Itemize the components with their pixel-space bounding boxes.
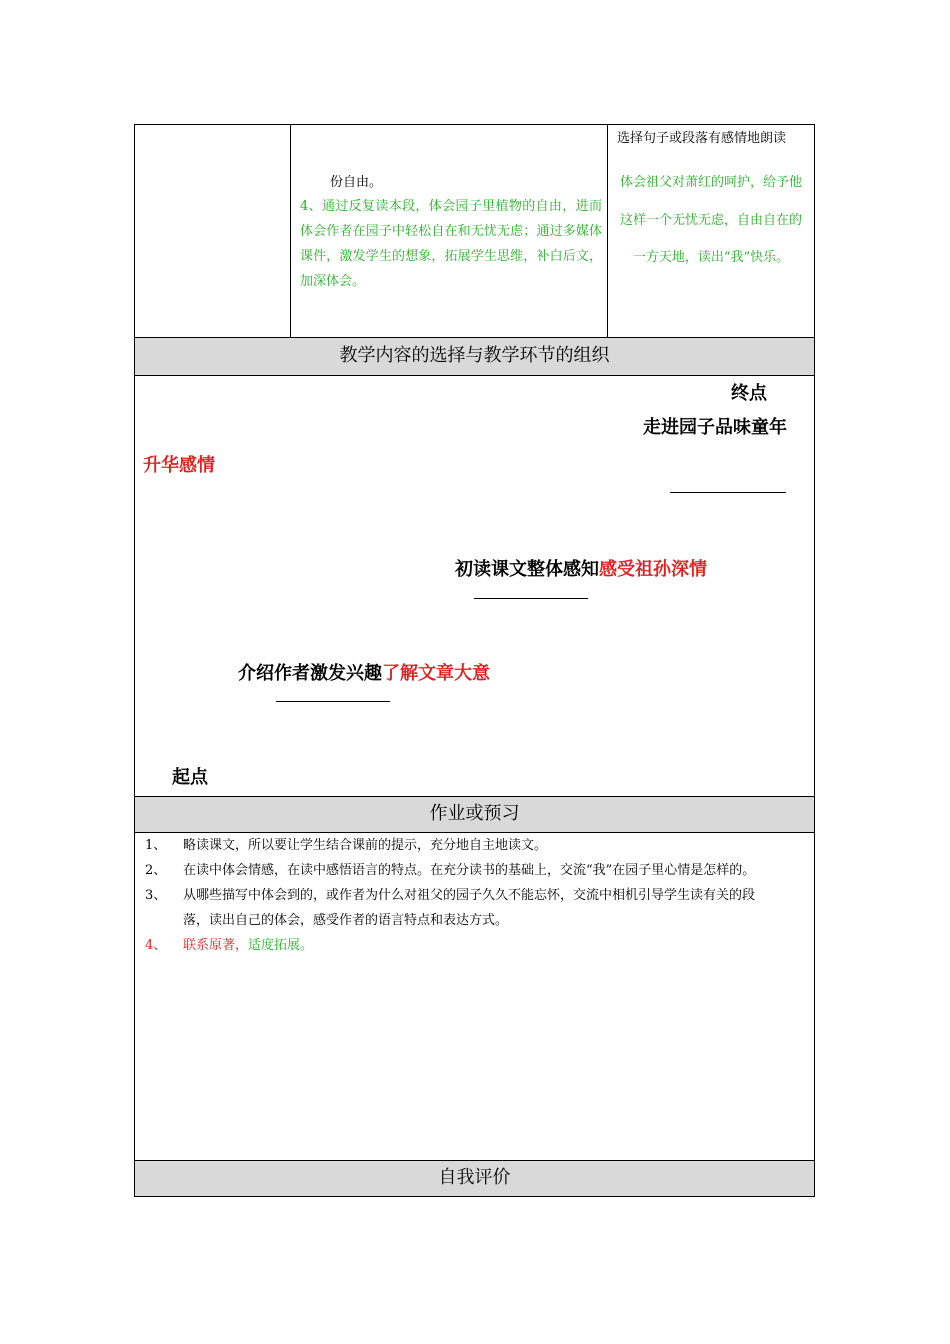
step-line-1	[276, 701, 390, 702]
step1-red: 了解文章大意	[382, 663, 490, 684]
rule	[134, 375, 815, 376]
step2-text	[455, 555, 707, 581]
column-divider-1	[290, 124, 291, 337]
right-cell-green-text: 体会祖父对萧红的呵护，给予他这样一个无忧无虑，自由自在的一方天地，读出“我”快乐。	[619, 175, 802, 265]
end-label: 终点	[731, 383, 767, 404]
homework-item: 4、 联系原著，适度拓展。	[145, 938, 314, 953]
middle-cell-line1: 份自由。	[330, 175, 383, 190]
section-title-teaching: 教学内容的选择与教学环节的组织	[339, 345, 610, 366]
end-step-red: 升华感情	[143, 455, 215, 476]
step1-black: 介绍作者激发兴趣	[238, 663, 382, 684]
homework-item-continued: 落，读出自己的体会，感受作者的语言特点和表达方式。	[183, 913, 509, 928]
step2-black: 初读课文整体感知	[455, 559, 599, 580]
step-line-3	[670, 492, 786, 493]
homework-item: 1、 略读课文，所以要让学生结合课前的提示，充分地自主地读文。	[145, 838, 548, 853]
homework-item: 3、 从哪些描写中体会到的，或作者为什么对祖父的园子久久不能忘怀，交流中相机引导学生读有关的段	[145, 888, 756, 903]
step1-text	[238, 659, 490, 685]
middle-cell-item4: 4、通过反复读本段，体会园子里植物的自由，进而体会作者在园子中轻松自在和无忧无虑；通过多媒体课件，激发学生的想象，拓展学生思维，补白后文，加深体会。	[300, 199, 602, 289]
homework-item: 2、 在读中体会情感，在读中感悟语言的特点。在充分读书的基础上，交流“我”在园子里心情是怎样的。	[145, 863, 756, 878]
section-title-homework: 作业或预习	[429, 803, 520, 824]
column-divider-2	[607, 124, 608, 337]
end-step-text: 走进园子品味童年	[643, 417, 787, 438]
start-label: 起点	[172, 767, 208, 788]
step2-red: 感受祖孙深情	[599, 559, 707, 580]
section-title-self-evaluation: 自我评价	[438, 1167, 511, 1188]
step-line-2	[474, 598, 588, 599]
right-cell-line1: 选择句子或段落有感情地朗读	[617, 131, 787, 146]
